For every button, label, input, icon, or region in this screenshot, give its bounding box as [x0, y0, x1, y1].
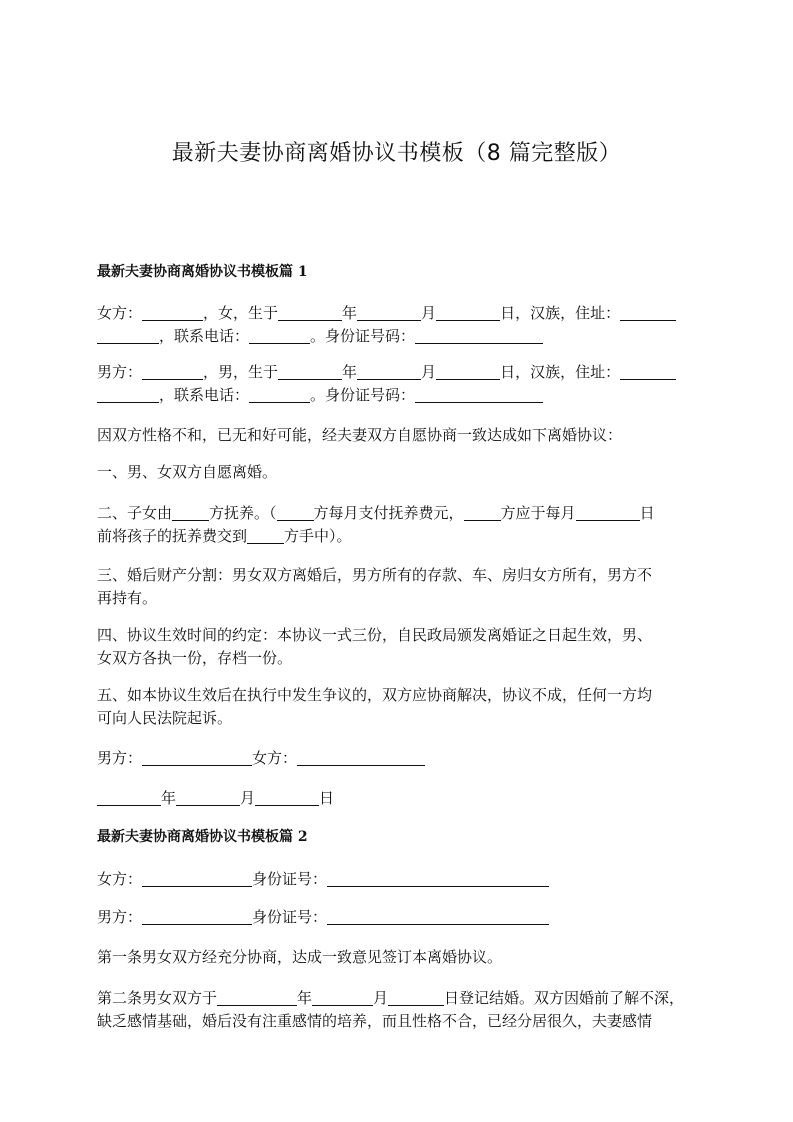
- section-heading-1: 最新夫妻协商离婚协议书模板篇 1: [97, 264, 308, 280]
- man-info-line-1: 男方： ，男，生于 年 月 日，汉族，住址：: [97, 361, 707, 384]
- blank-field: [620, 305, 676, 321]
- signature-line: 男方： 女方：: [97, 747, 707, 770]
- blank-field: [327, 909, 549, 925]
- item-4-line-1: 四、协议生效时间的约定：本协议一式三份，自民政局颁发离婚证之日起生效，男、: [97, 626, 653, 644]
- blank-field: [357, 305, 421, 321]
- item-2-line-2: 前将孩子的抚养费交到 方手中）。: [97, 527, 352, 545]
- woman-id-line: 女方： 身份证号：: [97, 868, 707, 891]
- blank-field: [142, 909, 252, 925]
- blank-field: [388, 990, 444, 1006]
- item-4-line-2: 女双方各执一份，存档一份。: [97, 649, 293, 667]
- article-2-line-1: 第二条男女双方于 年 月 日登记结婚。双方因婚前了解不深，: [97, 989, 685, 1007]
- blank-field: [249, 387, 310, 403]
- woman-info-line-1: 女方： ，女，生于 年 月 日，汉族，住址：: [97, 302, 707, 325]
- date-line: 年 月 日: [97, 787, 707, 810]
- blank-field: [142, 750, 252, 766]
- blank-field: [142, 305, 203, 321]
- blank-field: [415, 387, 543, 403]
- intro-paragraph: 因双方性格不和，已无和好可能，经夫妻双方自愿协商一致达成如下离婚协议：: [97, 426, 623, 444]
- blank-field: [172, 505, 209, 521]
- item-2-line-1: 二、子女由 方抚养。（ 方每月支付抚养费元， 方应于每月 日: [97, 504, 655, 522]
- man-id-line: 男方： 身份证号：: [97, 906, 707, 929]
- blank-field: [327, 871, 549, 887]
- item-5-line-1: 五、如本协议生效后在执行中发生争议的，双方应协商解决，协议不成，任何一方均: [97, 686, 653, 704]
- blank-field: [97, 328, 159, 344]
- blank-field: [217, 990, 297, 1006]
- blank-field: [436, 305, 500, 321]
- blank-field: [464, 505, 501, 521]
- blank-field: [415, 328, 543, 344]
- blank-field: [277, 505, 314, 521]
- blank-field: [255, 790, 319, 806]
- item-3-line-1: 三、婚后财产分割：男女双方离婚后，男方所有的存款、车、房归女方所有，男方不: [97, 566, 653, 584]
- article-2-line-2: 缺乏感情基础，婚后没有注重感情的培养，而且性格不合，已经分居很久，夫妻感情: [97, 1012, 653, 1030]
- blank-field: [97, 790, 161, 806]
- blank-field: [278, 305, 342, 321]
- item-1: 一、男、女双方自愿离婚。: [97, 463, 278, 481]
- blank-field: [247, 528, 284, 544]
- blank-field: [142, 364, 203, 380]
- item-5-line-2: 可向人民法院起诉。: [97, 709, 233, 727]
- blank-field: [249, 328, 310, 344]
- woman-info-line-2: ，联系电话： 。身份证号码：: [97, 325, 707, 348]
- blank-field: [436, 364, 500, 380]
- article-1: 第一条男女双方经充分协商，达成一致意见签订本离婚协议。: [97, 948, 503, 966]
- blank-field: [312, 990, 373, 1006]
- blank-field: [142, 871, 252, 887]
- man-info-line-2: ，联系电话： 。身份证号码：: [97, 384, 707, 407]
- document-title: 最新夫妻协商离婚协议书模板（8 篇完整版）: [171, 141, 622, 166]
- blank-field: [176, 790, 240, 806]
- blank-field: [576, 505, 640, 521]
- blank-field: [278, 364, 342, 380]
- blank-field: [620, 364, 676, 380]
- item-3-line-2: 再持有。: [97, 589, 158, 607]
- blank-field: [297, 750, 425, 766]
- section-heading-2: 最新夫妻协商离婚协议书模板篇 2: [97, 829, 308, 845]
- blank-field: [97, 387, 159, 403]
- blank-field: [357, 364, 421, 380]
